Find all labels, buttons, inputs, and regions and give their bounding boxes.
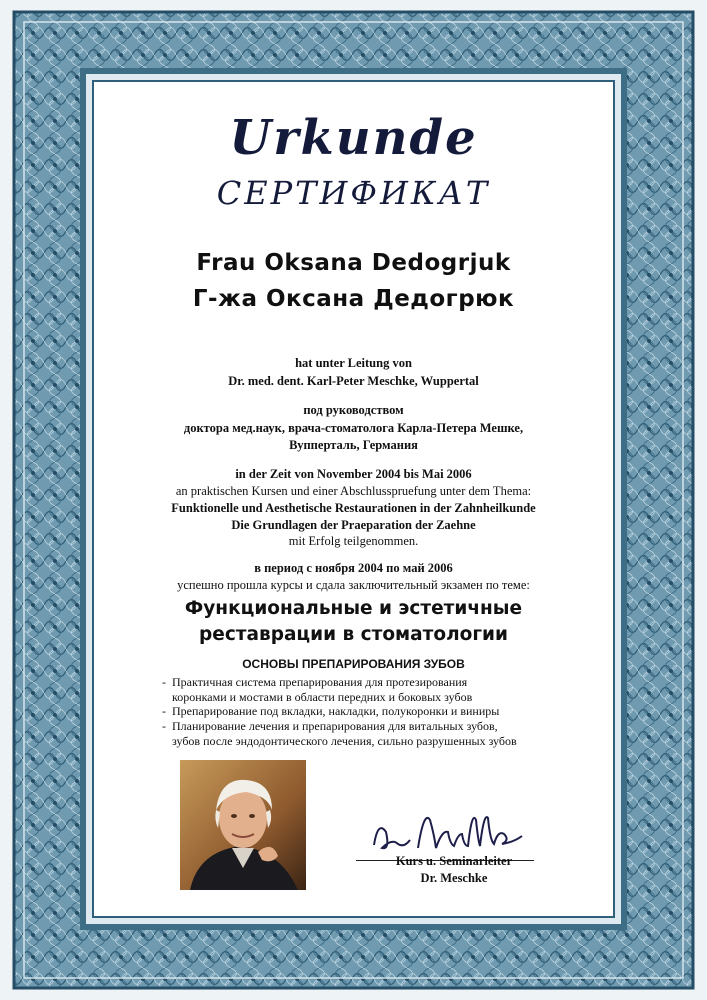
leadership-russian: под руководством [303,403,404,417]
title-german: Urkunde [229,110,478,166]
courses-german: an praktischen Kursen und einer Abschlusspruefung unter dem Thema: [175,484,532,498]
leader-german: Dr. med. dent. Karl-Peter Meschke, Wuppertal [228,374,479,388]
caption-name: Dr. Meschke [420,871,488,885]
topic-russian-line2: реставрации в стоматологии [199,624,508,645]
bullet-1-line1: Практичная система препарирования для протезирования [172,675,468,689]
caption-role: Kurs u. Seminarleiter [395,854,513,868]
leader-russian-line2: Вупперталь, Германия [289,438,418,452]
period-german: in der Zeit von November 2004 bis Mai 2006 [235,467,472,481]
title-russian: СЕРТИФИКАТ [216,174,491,212]
topic-russian-line1: Функциональные и эстетичные [184,598,523,619]
leadership-german: hat unter Leitung von [295,356,412,370]
recipient-name-german: Frau Oksana Dedogrjuk [196,250,511,276]
bullet-dash: - [162,675,166,689]
topic-german-line1: Funktionelle und Aesthetische Restaurationen in der Zahnheilkunde [171,501,536,515]
recipient-name-russian: Г-жа Оксана Дедогрюк [192,286,515,312]
success-german: mit Erfolg teilgenommen. [288,534,419,548]
courses-russian: успешно прошла курсы и сдала заключительный экзамен по теме: [177,578,530,592]
bullet-item-2 [162,704,552,719]
topic-german-line2: Die Grundlagen der Praeparation der Zaehne [231,518,476,532]
period-russian: в период с ноября 2004 по май 2006 [254,561,453,575]
basics-heading: ОСНОВЫ ПРЕПАРИРОВАНИЯ ЗУБОВ [242,657,465,671]
bullet-3-line1: Планирование лечения и препарирования для витальных зубов, [172,719,498,733]
bullet-1-line2: коронками и мостами в области передних и боковых зубов [172,689,473,704]
portrait-image [180,760,306,890]
leader-russian-line1: доктора мед.наук, врача-стоматолога Карла-Петера Мешке, [183,421,524,435]
signature-image [364,790,534,860]
bullet-item-3 [162,719,552,748]
bullet-dash: - [162,704,166,718]
bullet-2-line1: Препарирование под вкладки, накладки, полукоронки и виниры [172,704,500,718]
bullet-item-1 [162,675,552,704]
bullet-3-line2: зубов после эндодонтического лечения, сильно разрушенных зубов [172,733,517,748]
certificate-body [92,80,615,918]
instructor-photo [180,760,306,890]
bullet-dash: - [162,719,166,733]
